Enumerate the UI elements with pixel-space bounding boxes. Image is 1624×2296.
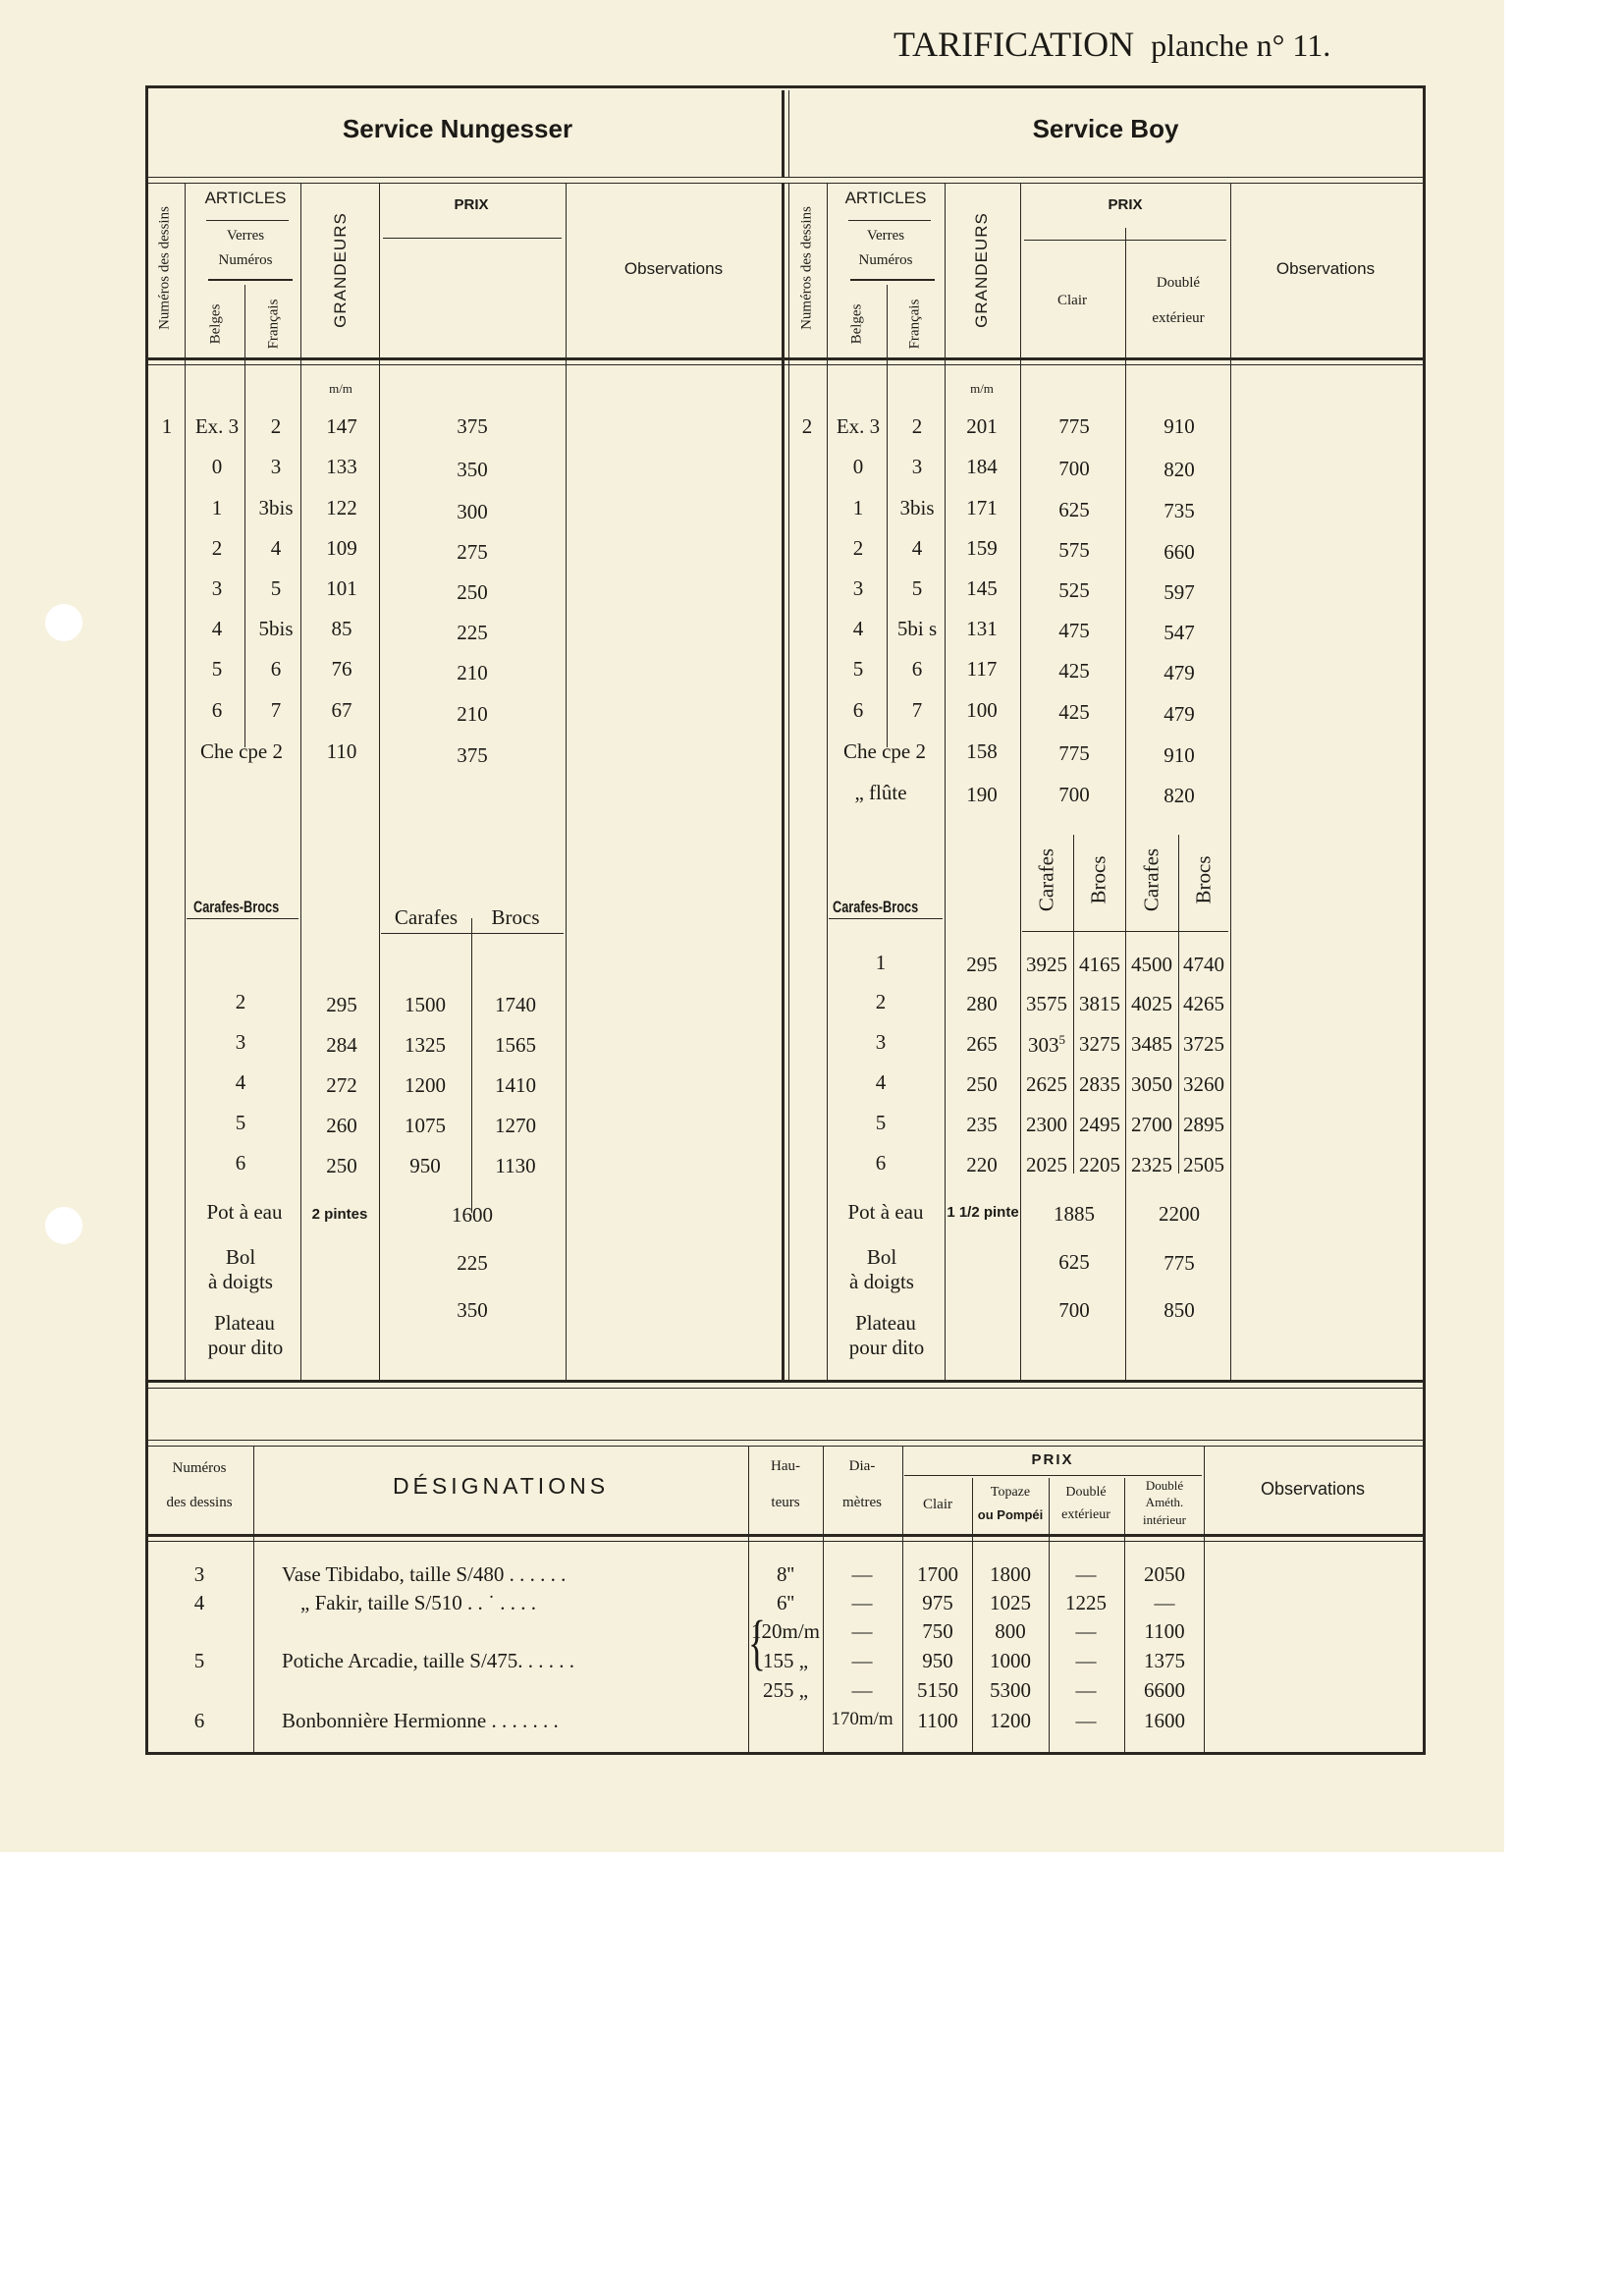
cell-carafe-clair: 2300 <box>1026 1113 1067 1136</box>
brocs-column-header: Brocs <box>491 905 540 929</box>
punch-hole <box>45 604 82 641</box>
cell-broc-double: 4740 <box>1183 953 1224 976</box>
cell-grandeur: 2 pintes <box>311 1206 368 1223</box>
cell-belges: 1 <box>852 496 864 519</box>
cell-clair: 525 <box>1058 578 1090 602</box>
cell-clair: 475 <box>1058 619 1090 642</box>
cell-clair: 1885 <box>1054 1202 1095 1226</box>
cell-clair: 625 <box>1058 1250 1090 1274</box>
boy-title: Service Boy <box>1032 114 1179 143</box>
boy-unit: m/m <box>970 381 994 396</box>
cell-broc: 1740 <box>495 993 536 1016</box>
bottom-observations-header: Observations <box>1260 1479 1366 1499</box>
cell-carafe-double: 4025 <box>1131 992 1172 1015</box>
nungesser-articles-header: ARTICLES <box>204 189 287 207</box>
cell-grandeur: 220 <box>966 1153 998 1176</box>
cell-francais: 2 <box>270 414 282 438</box>
cell-carafe-clair: $303^5$ <box>1028 1032 1065 1057</box>
cell-clair: 700 <box>1058 457 1090 480</box>
cell-broc-clair: 2835 <box>1079 1072 1120 1096</box>
cell-francais: 3bis <box>899 496 935 519</box>
cell-label: Che cpe 2 <box>200 739 283 763</box>
cell-prix: 250 <box>457 580 488 604</box>
cell-double-am: 6600 <box>1144 1678 1185 1702</box>
cell-prix: 375 <box>457 743 488 767</box>
cell-grandeur: 101 <box>326 576 357 600</box>
nungesser-verres-header: Verres <box>226 228 265 244</box>
cell-broc: 1270 <box>495 1114 536 1137</box>
cell-grandeur: 147 <box>326 414 357 438</box>
cell-double: 2200 <box>1159 1202 1200 1226</box>
cell-double-ext: 1225 <box>1065 1591 1107 1614</box>
page-title <box>893 24 1330 65</box>
cell-carafe-double: 2325 <box>1131 1153 1172 1176</box>
cell-grandeur: 158 <box>966 739 998 763</box>
cell-num: 2 <box>235 990 246 1013</box>
cell-grandeur: 235 <box>966 1113 998 1136</box>
nungesser-numeros-header: Numéros <box>218 252 273 268</box>
cell-prix: 210 <box>457 702 488 726</box>
cell-designation: Potiche Arcadie, taille S/475. . . . . . <box>282 1649 575 1672</box>
double-ext-header-2: extérieur <box>1061 1507 1110 1522</box>
cell-carafe-double: 2700 <box>1131 1113 1172 1136</box>
boy-num-header: Numéros des dessins <box>798 206 815 330</box>
cell-clair: 750 <box>922 1619 953 1643</box>
cell-label: à doigts <box>208 1270 273 1293</box>
hauteurs-header-2: teurs <box>771 1495 800 1510</box>
brace-mark: { <box>747 1610 766 1676</box>
cell-hauteur: 120m/m <box>750 1619 821 1643</box>
cell-double-ext: — <box>1075 1562 1097 1586</box>
cell-clair: 775 <box>1058 741 1090 765</box>
boy-numeros-header: Numéros <box>858 252 913 268</box>
cell-prix: 225 <box>457 621 488 644</box>
cell-francais: 2 <box>911 414 923 438</box>
punch-hole <box>45 1207 82 1244</box>
carafes-column-header: Carafes <box>1034 847 1058 912</box>
carafes-column-header: Carafes <box>394 905 459 929</box>
cell-num: 4 <box>193 1591 205 1614</box>
cell-grandeur: 295 <box>326 993 357 1016</box>
cell-diametre: — <box>851 1619 873 1643</box>
cell-francais: 5 <box>270 576 282 600</box>
cell-broc-clair: 2205 <box>1079 1153 1120 1176</box>
cell-topaze: 1000 <box>990 1649 1031 1672</box>
cell-prix: 375 <box>457 414 488 438</box>
planche-number: planche n° 11. <box>1151 27 1331 63</box>
nungesser-num-header: Numéros des dessins <box>156 206 173 330</box>
cell-clair: 5150 <box>917 1678 958 1702</box>
cell-num: 3 <box>235 1030 246 1054</box>
cell-prix: 225 <box>457 1251 488 1275</box>
carafes-label: Carafes-Brocs <box>193 898 280 916</box>
cell-carafe-clair: 2025 <box>1026 1153 1067 1176</box>
cell-double: 910 <box>1164 743 1195 767</box>
cell-clair: 1700 <box>917 1562 958 1586</box>
cell-broc: 1565 <box>495 1033 536 1057</box>
cell-prix: 275 <box>457 540 488 564</box>
cell-grandeur: 145 <box>966 576 998 600</box>
cell-belges: 6 <box>852 698 864 722</box>
cell-num: 5 <box>235 1111 246 1134</box>
cell-belges: 6 <box>211 698 223 722</box>
bottom-prix-header: PRIX <box>1031 1451 1074 1468</box>
cell-double-am: 2050 <box>1144 1562 1185 1586</box>
cell-francais: 6 <box>911 657 923 681</box>
boy-articles-header: ARTICLES <box>844 189 927 207</box>
cell-broc-clair: 3275 <box>1079 1032 1120 1056</box>
cell-label: Pot à eau <box>206 1200 283 1224</box>
bottom-num-header-2: des dessins <box>166 1495 233 1510</box>
boy-verres-header: Verres <box>866 228 905 244</box>
cell-broc: 1410 <box>495 1073 536 1097</box>
cell-hauteur: 255 „ <box>762 1678 809 1702</box>
cell-hauteur: 155 „ <box>762 1649 809 1672</box>
cell-double-am: 1600 <box>1144 1709 1185 1732</box>
cell-belges: 5 <box>852 657 864 681</box>
cell-num: 1 <box>875 951 887 974</box>
cell-francais: 5 <box>911 576 923 600</box>
cell-topaze: 1200 <box>990 1709 1031 1732</box>
cell-grandeur: 201 <box>966 414 998 438</box>
cell-double: 547 <box>1164 621 1195 644</box>
cell-grandeur: 250 <box>966 1072 998 1096</box>
cell-double-am: 1100 <box>1144 1619 1185 1643</box>
cell-label: pour dito <box>207 1336 284 1359</box>
topaze-header-2: ou Pompéi <box>977 1507 1044 1522</box>
cell-double: 479 <box>1164 702 1195 726</box>
boy-belges-header: Belges <box>848 303 865 345</box>
cell-grandeur: 159 <box>966 536 998 560</box>
cell-grandeur: 117 <box>966 657 998 681</box>
cell-label: Plateau <box>855 1311 916 1335</box>
cell-grandeur: 85 <box>331 617 352 640</box>
hauteurs-header: Hau- <box>771 1458 800 1474</box>
cell-double: 850 <box>1164 1298 1195 1322</box>
cell-label: Che cpe 2 <box>843 739 926 763</box>
cell-diametre: — <box>851 1562 873 1586</box>
cell-belges: 4 <box>852 617 864 640</box>
cell-francais: 3 <box>270 455 282 478</box>
bottom-clair-header: Clair <box>923 1497 952 1512</box>
cell-grandeur: 100 <box>966 698 998 722</box>
cell-carafe-double: 4500 <box>1131 953 1172 976</box>
cell-belges: 2 <box>211 536 223 560</box>
cell-carafe: 1200 <box>405 1073 446 1097</box>
cell-carafe: 1075 <box>405 1114 446 1137</box>
cell-francais: 4 <box>911 536 923 560</box>
cell-diametre: — <box>851 1649 873 1672</box>
cell-double-am: 1375 <box>1144 1649 1185 1672</box>
cell-label: Plateau <box>214 1311 275 1335</box>
cell-belges: 3 <box>211 576 223 600</box>
nungesser-francais-header: Français <box>265 299 282 350</box>
cell-clair: 700 <box>1058 1298 1090 1322</box>
cell-label: Bol <box>866 1245 897 1269</box>
cell-belges: 2 <box>852 536 864 560</box>
boy-prix-header: PRIX <box>1108 196 1143 213</box>
cell-double: 735 <box>1164 499 1195 522</box>
designations-header: DÉSIGNATIONS <box>392 1473 610 1499</box>
cell-belges: 0 <box>211 455 223 478</box>
cell-belges: Ex. 3 <box>194 414 240 438</box>
nungesser-belges-header: Belges <box>207 303 224 345</box>
nungesser-observations-header: Observations <box>623 259 724 278</box>
cell-carafe-clair: 3575 <box>1026 992 1067 1015</box>
cell-grandeur: 250 <box>326 1154 357 1177</box>
carafes-column-header: Carafes <box>1139 847 1164 912</box>
nungesser-unit: m/m <box>329 381 352 396</box>
cell-francais: 4 <box>270 536 282 560</box>
cell-label: „ flûte <box>854 781 907 804</box>
cell-num: 1 <box>161 414 173 438</box>
double-ext-header: Doublé <box>1065 1485 1107 1500</box>
cell-broc-clair: 3815 <box>1079 992 1120 1015</box>
nungesser-prix-header: PRIX <box>454 196 489 213</box>
cell-topaze: 1800 <box>990 1562 1031 1586</box>
cell-broc-clair: 4165 <box>1079 953 1120 976</box>
cell-grandeur: 272 <box>326 1073 357 1097</box>
cell-clair: 950 <box>922 1649 953 1672</box>
cell-num: 6 <box>193 1709 205 1732</box>
cell-clair: 425 <box>1058 659 1090 683</box>
cell-num: 5 <box>875 1111 887 1134</box>
cell-num: 2 <box>875 990 887 1013</box>
cell-clair: 575 <box>1058 538 1090 562</box>
cell-label: Pot à eau <box>847 1200 924 1224</box>
cell-topaze: 5300 <box>990 1678 1031 1702</box>
cell-grandeur: 284 <box>326 1033 357 1057</box>
cell-carafe-clair: 2625 <box>1026 1072 1067 1096</box>
cell-broc-clair: 2495 <box>1079 1113 1120 1136</box>
double-am-header-2: Améth. <box>1145 1495 1184 1509</box>
cell-num: 4 <box>235 1070 246 1094</box>
nungesser-grandeurs-header: GRANDEURS <box>331 212 350 328</box>
cell-grandeur: 260 <box>326 1114 357 1137</box>
boy-observations-header: Observations <box>1275 259 1376 278</box>
cell-num: 5 <box>193 1649 205 1672</box>
cell-designation: Bonbonnière Hermionne . . . . . . . <box>282 1709 559 1732</box>
cell-double: 910 <box>1164 414 1195 438</box>
cell-prix: 210 <box>457 661 488 684</box>
cell-francais: 6 <box>270 657 282 681</box>
cell-topaze: 800 <box>995 1619 1026 1643</box>
boy-francais-header: Français <box>906 299 923 350</box>
cell-clair: 625 <box>1058 498 1090 521</box>
cell-broc: 1130 <box>495 1154 536 1177</box>
cell-hauteur: 6'' <box>776 1591 795 1614</box>
bottom-num-header: Numéros <box>172 1460 227 1476</box>
cell-belges: 4 <box>211 617 223 640</box>
cell-carafe-clair: 3925 <box>1026 953 1067 976</box>
cell-francais: 3 <box>911 455 923 478</box>
cell-belges: 0 <box>852 455 864 478</box>
cell-prix: 350 <box>457 458 488 481</box>
cell-designation: Vase Tibidabo, taille S/480 . . . . . . <box>282 1562 567 1586</box>
cell-grandeur: 131 <box>966 617 998 640</box>
cell-double-am: — <box>1154 1591 1175 1614</box>
cell-grandeur: 133 <box>326 455 357 478</box>
cell-diametre: 170m/m <box>831 1709 893 1729</box>
cell-broc-double: 2895 <box>1183 1113 1224 1136</box>
cell-prix: 300 <box>457 500 488 523</box>
cell-clair: 425 <box>1058 700 1090 724</box>
cell-num: 6 <box>235 1151 246 1175</box>
boy-exterieur-header: extérieur <box>1152 310 1205 326</box>
cell-double: 479 <box>1164 661 1195 684</box>
cell-clair: 975 <box>922 1591 953 1614</box>
cell-francais: 3bis <box>258 496 294 519</box>
cell-francais: 7 <box>270 698 282 722</box>
boy-grandeurs-header: GRANDEURS <box>972 212 991 328</box>
boy-double-header: Doublé <box>1156 275 1201 291</box>
carafes-label: Carafes-Brocs <box>833 898 919 916</box>
diametres-header: Dia- <box>848 1458 876 1474</box>
cell-clair: 700 <box>1058 783 1090 806</box>
cell-carafe: 1500 <box>405 993 446 1016</box>
cell-grandeur: 171 <box>966 496 998 519</box>
cell-francais: 7 <box>911 698 923 722</box>
cell-diametre: — <box>851 1678 873 1702</box>
cell-belges: 5 <box>211 657 223 681</box>
cell-grandeur: 122 <box>326 496 357 519</box>
brocs-column-header: Brocs <box>1086 855 1110 904</box>
cell-broc-double: 3260 <box>1183 1072 1224 1096</box>
double-am-header-3: intérieur <box>1142 1512 1187 1527</box>
cell-carafe-double: 3050 <box>1131 1072 1172 1096</box>
cell-grandeur: 265 <box>966 1032 998 1056</box>
cell-label: à doigts <box>849 1270 914 1293</box>
cell-num: 4 <box>875 1070 887 1094</box>
cell-num: 2 <box>801 414 813 438</box>
cell-double: 775 <box>1164 1251 1195 1275</box>
cell-grandeur: 67 <box>331 698 352 722</box>
cell-double-ext: — <box>1075 1649 1097 1672</box>
nungesser-title: Service Nungesser <box>342 114 573 143</box>
cell-num: 3 <box>193 1562 205 1586</box>
cell-broc-double: 2505 <box>1183 1153 1224 1176</box>
cell-grandeur: 110 <box>326 739 357 763</box>
cell-double: 597 <box>1164 580 1195 604</box>
page-title-text: TARIFICATION <box>893 25 1135 64</box>
double-am-header: Doublé <box>1145 1478 1184 1493</box>
cell-clair: 775 <box>1058 414 1090 438</box>
cell-prix: 350 <box>457 1298 488 1322</box>
cell-label: pour dito <box>848 1336 925 1359</box>
cell-topaze: 1025 <box>990 1591 1031 1614</box>
diametres-header-2: mètres <box>842 1495 882 1510</box>
cell-grandeur: 76 <box>331 657 352 681</box>
cell-clair: 1100 <box>917 1709 958 1732</box>
cell-francais: 5bis <box>258 617 294 640</box>
cell-carafe-double: 3485 <box>1131 1032 1172 1056</box>
cell-double-ext: — <box>1075 1709 1097 1732</box>
boy-clair-header: Clair <box>1057 293 1087 308</box>
cell-grandeur: 109 <box>326 536 357 560</box>
cell-double: 820 <box>1164 784 1195 807</box>
cell-grandeur: 295 <box>966 953 998 976</box>
cell-double: 660 <box>1164 540 1195 564</box>
cell-grandeur: 184 <box>966 455 998 478</box>
cell-belges: Ex. 3 <box>836 414 881 438</box>
cell-grandeur: 1 1/2 pinte <box>947 1204 1019 1221</box>
cell-broc-double: 3725 <box>1183 1032 1224 1056</box>
cell-diametre: — <box>851 1591 873 1614</box>
cell-carafe: 1325 <box>405 1033 446 1057</box>
cell-num: 3 <box>875 1030 887 1054</box>
cell-label: Bol <box>225 1245 256 1269</box>
cell-num: 6 <box>875 1151 887 1175</box>
cell-carafe: 950 <box>409 1154 441 1177</box>
cell-double-ext: — <box>1075 1678 1097 1702</box>
cell-francais: 5bi s <box>896 617 938 640</box>
cell-broc-double: 4265 <box>1183 992 1224 1015</box>
cell-double-ext: — <box>1075 1619 1097 1643</box>
brocs-column-header: Brocs <box>1191 855 1216 904</box>
topaze-header: Topaze <box>990 1485 1031 1500</box>
cell-designation: „ Fakir, taille S/510 . . ˙ . . . . <box>300 1591 537 1614</box>
cell-grandeur: 190 <box>966 783 998 806</box>
cell-grandeur: 280 <box>966 992 998 1015</box>
cell-prix: 1600 <box>452 1203 493 1227</box>
cell-belges: 1 <box>211 496 223 519</box>
cell-belges: 3 <box>852 576 864 600</box>
cell-hauteur: 8'' <box>776 1562 795 1586</box>
cell-double: 820 <box>1164 458 1195 481</box>
